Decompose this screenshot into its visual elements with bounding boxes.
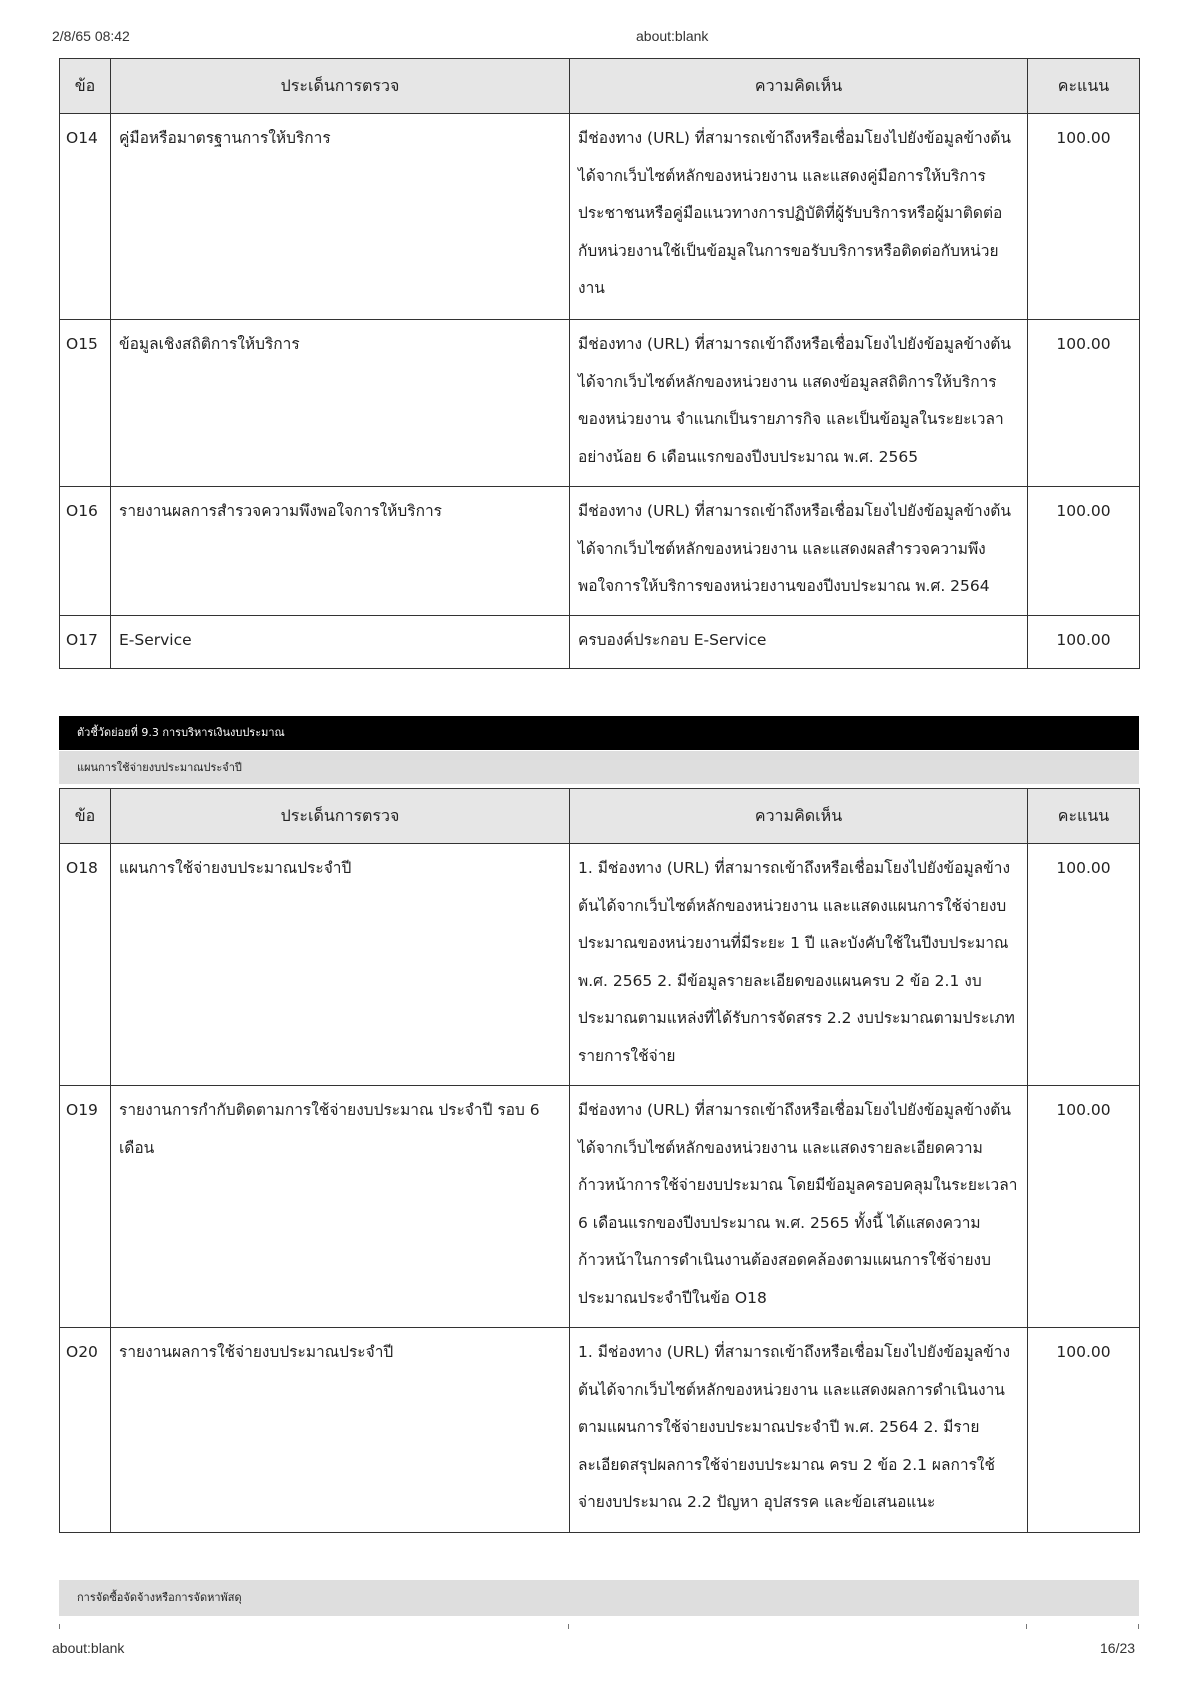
col-comment-header: ความคิดเห็น xyxy=(570,789,1028,844)
row-topic: คู่มือหรือมาตรฐานการให้บริการ xyxy=(111,114,570,320)
table-row xyxy=(60,320,1140,487)
table-assessment-2 xyxy=(59,788,1140,1533)
next-section-subtitle-bar: การจัดซื้อจัดจ้างหรือการจัดหาพัสดุ xyxy=(59,1580,1139,1616)
print-footer-url: about:blank xyxy=(52,1640,125,1656)
row-comment: มีช่องทาง (URL) ที่สามารถเข้าถึงหรือเชื่อมโยงไปยังข้อมูลข้างต้นได้จากเว็บไซต์หลักของหน่วยงาน และแสดงผลสำรวจความพึงพอใจการให้บริการของหน่วยงานของปีงบประมาณ พ.ศ. 2564 xyxy=(570,487,1028,616)
row-no: O19 xyxy=(60,1086,111,1328)
row-comment: ครบองค์ประกอบ E-Service xyxy=(570,616,1028,669)
row-no: O15 xyxy=(60,320,111,487)
row-topic: แผนการใช้จ่ายงบประมาณประจำปี xyxy=(111,844,570,1086)
print-page-number: 16/23 xyxy=(1100,1640,1136,1656)
row-comment: มีช่องทาง (URL) ที่สามารถเข้าถึงหรือเชื่อมโยงไปยังข้อมูลข้างต้นได้จากเว็บไซต์หลักของหน่วยงาน แสดงข้อมูลสถิติการให้บริการของหน่วยงาน จำแนกเป็นรายภารกิจ และเป็นข้อมูลในระยะเวลาอย่างน้อย 6 เดือนแรกของปีงบประมาณ พ.ศ. 2565 xyxy=(570,320,1028,487)
print-page-title: about:blank xyxy=(636,28,709,44)
section-subtitle-bar: แผนการใช้จ่ายงบประมาณประจำปี xyxy=(59,751,1139,784)
col-no-header: ข้อ xyxy=(60,59,111,114)
table-row xyxy=(60,1086,1140,1328)
row-score: 100.00 xyxy=(1028,1328,1140,1533)
row-score: 100.00 xyxy=(1028,616,1140,669)
row-score: 100.00 xyxy=(1028,844,1140,1086)
row-topic: รายงานผลการสำรวจความพึงพอใจการให้บริการ xyxy=(111,487,570,616)
row-no: O18 xyxy=(60,844,111,1086)
row-score: 100.00 xyxy=(1028,114,1140,320)
col-score-header: คะแนน xyxy=(1028,59,1140,114)
page-cut-mark xyxy=(1026,1624,1027,1629)
col-topic-header: ประเด็นการตรวจ xyxy=(111,59,570,114)
row-no: O14 xyxy=(60,114,111,320)
row-score: 100.00 xyxy=(1028,1086,1140,1328)
col-score-header: คะแนน xyxy=(1028,789,1140,844)
table-row xyxy=(60,114,1140,320)
page-cut-mark xyxy=(568,1624,569,1629)
section-title-bar: ตัวชี้วัดย่อยที่ 9.3 การบริหารเงินงบประมาณ xyxy=(59,716,1139,750)
table-row xyxy=(60,487,1140,616)
print-datetime: 2/8/65 08:42 xyxy=(52,28,130,44)
table-row xyxy=(60,844,1140,1086)
row-no: O16 xyxy=(60,487,111,616)
col-comment-header: ความคิดเห็น xyxy=(570,59,1028,114)
row-no: O20 xyxy=(60,1328,111,1533)
row-no: O17 xyxy=(60,616,111,669)
row-comment: 1. มีช่องทาง (URL) ที่สามารถเข้าถึงหรือเชื่อมโยงไปยังข้อมูลข้างต้นได้จากเว็บไซต์หลักของหน่วยงาน และแสดงผลการดำเนินงานตามแผนการใช้จ่ายงบประมาณประจำปี พ.ศ. 2564 2. มีรายละเอียดสรุปผลการใช้จ่ายงบประมาณ ครบ 2 ข้อ 2.1 ผลการใช้จ่ายงบประมาณ 2.2 ปัญหา อุปสรรค และข้อเสนอแนะ xyxy=(570,1328,1028,1533)
row-score: 100.00 xyxy=(1028,487,1140,616)
col-topic-header: ประเด็นการตรวจ xyxy=(111,789,570,844)
page-cut-mark xyxy=(59,1624,60,1629)
table-row xyxy=(60,1328,1140,1533)
row-comment: 1. มีช่องทาง (URL) ที่สามารถเข้าถึงหรือเชื่อมโยงไปยังข้อมูลข้างต้นได้จากเว็บไซต์หลักของหน่วยงาน และแสดงแผนการใช้จ่ายงบประมาณของหน่วยงานที่มีระยะ 1 ปี และบังคับใช้ในปีงบประมาณ พ.ศ. 2565 2. มีข้อมูลรายละเอียดของแผนครบ 2 ข้อ 2.1 งบประมาณตามแหล่งที่ได้รับการจัดสรร 2.2 งบประมาณตามประเภทรายการใช้จ่าย xyxy=(570,844,1028,1086)
row-comment: มีช่องทาง (URL) ที่สามารถเข้าถึงหรือเชื่อมโยงไปยังข้อมูลข้างต้นได้จากเว็บไซต์หลักของหน่วยงาน และแสดงคู่มือการให้บริการประชาชนหรือคู่มือแนวทางการปฏิบัติที่ผู้รับบริการหรือผู้มาติดต่อกับหน่วยงานใช้เป็นข้อมูลในการขอรับบริการหรือติดต่อกับหน่วยงาน xyxy=(570,114,1028,320)
table-header-row xyxy=(60,59,1140,114)
col-no-header: ข้อ xyxy=(60,789,111,844)
table-row xyxy=(60,616,1140,669)
row-score: 100.00 xyxy=(1028,320,1140,487)
row-comment: มีช่องทาง (URL) ที่สามารถเข้าถึงหรือเชื่อมโยงไปยังข้อมูลข้างต้นได้จากเว็บไซต์หลักของหน่วยงาน และแสดงรายละเอียดความก้าวหน้าการใช้จ่ายงบประมาณ โดยมีข้อมูลครอบคลุมในระยะเวลา 6 เดือนแรกของปีงบประมาณ พ.ศ. 2565 ทั้งนี้ ได้แสดงความก้าวหน้าในการดำเนินงานต้องสอดคล้องตามแผนการใช้จ่ายงบประมาณประจำปีในข้อ O18 xyxy=(570,1086,1028,1328)
row-topic: E-Service xyxy=(111,616,570,669)
table-header-row xyxy=(60,789,1140,844)
row-topic: ข้อมูลเชิงสถิติการให้บริการ xyxy=(111,320,570,487)
page-cut-mark xyxy=(1138,1624,1139,1629)
row-topic: รายงานการกำกับติดตามการใช้จ่ายงบประมาณ ประจำปี รอบ 6 เดือน xyxy=(111,1086,570,1328)
table-assessment-1 xyxy=(59,58,1140,669)
row-topic: รายงานผลการใช้จ่ายงบประมาณประจำปี xyxy=(111,1328,570,1533)
